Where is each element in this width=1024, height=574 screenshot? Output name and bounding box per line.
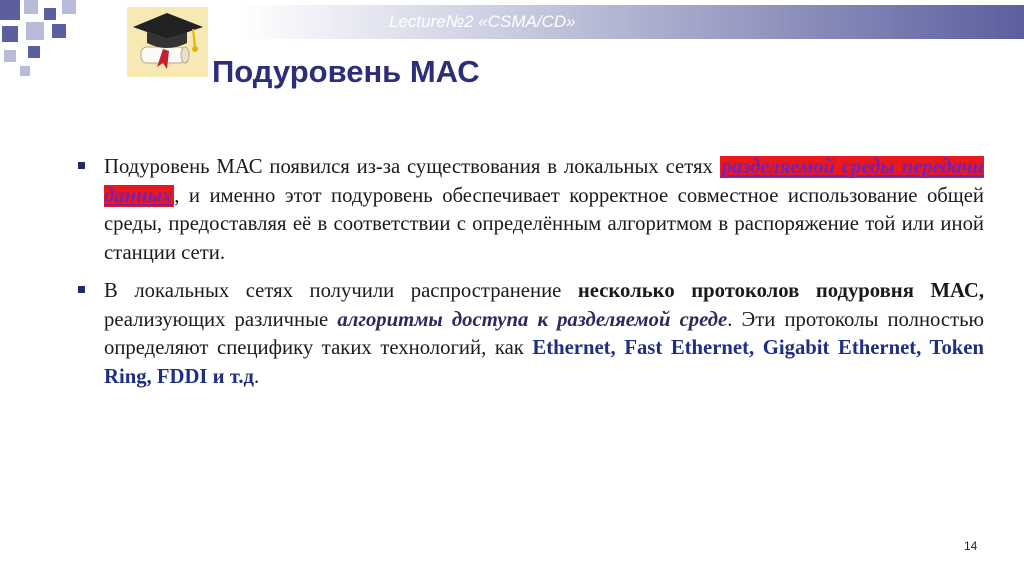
decor-square <box>26 22 44 40</box>
bullet-square-icon <box>78 286 85 293</box>
lecture-label: Lecture№2 «CSMA/CD» <box>389 12 576 31</box>
decor-square <box>4 50 16 62</box>
bullet-square-icon <box>78 162 85 169</box>
bold-term: несколько протоколов подуровня МАС, <box>577 279 985 302</box>
bullet-paragraph <box>104 153 984 268</box>
text-segment: и т.д <box>207 365 254 388</box>
list-item <box>76 153 984 268</box>
graduation-cap-diploma-icon <box>127 7 208 77</box>
slide-title: Подуровень МАС <box>212 54 480 89</box>
text-segment: Подуровень МАС появился из-за существования в локальных сетях <box>104 156 720 178</box>
decor-square <box>20 66 30 76</box>
bullet-paragraph <box>104 277 984 392</box>
text-segment: . Эти протоколы полностью определяют специфику таких технологий, как <box>104 308 984 360</box>
slide-body <box>76 153 984 401</box>
decor-square <box>28 46 40 58</box>
decor-square <box>2 26 18 42</box>
decor-square <box>0 0 20 20</box>
highlighted-term: разделяемой среды передачи данных <box>104 156 984 207</box>
decor-square <box>24 0 38 14</box>
decor-square <box>52 24 66 38</box>
text-segment: реализующих различные <box>104 308 338 331</box>
text-segment: . <box>253 365 260 388</box>
text-segment: , и именно этот подуровень обеспечивает корректное совместное использование общей среды, предоставляя её в соответствии с определённым алгоритмом в распоряжение той или иной станции сети. <box>104 184 984 265</box>
text-segment: В локальных сетях получили распространение <box>104 279 578 302</box>
header-bar <box>240 5 1024 39</box>
decor-square <box>62 0 76 14</box>
bold-italic-term: алгоритмы доступа к разделяемой среде <box>337 308 728 331</box>
page-number: 14 <box>964 539 978 553</box>
list-item <box>76 277 984 392</box>
technology-list: Ethernet, Fast Ethernet, Gigabit Ethernet, Token Ring, FDDI <box>104 337 984 388</box>
decor-square <box>44 8 56 20</box>
